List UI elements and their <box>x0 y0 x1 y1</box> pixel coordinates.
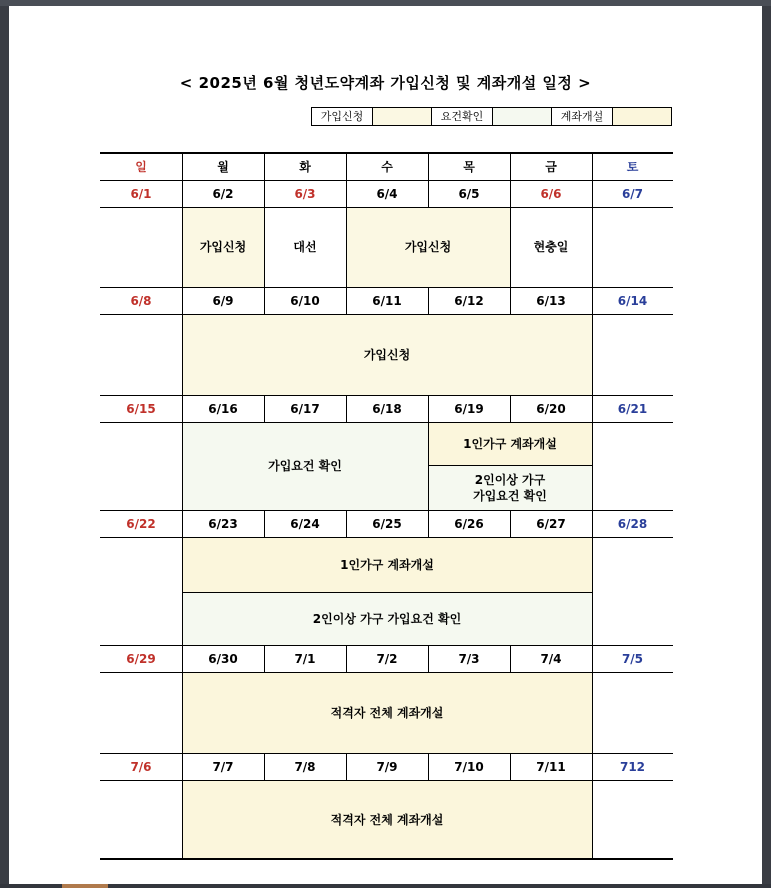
date-cell: 6/14 <box>617 293 648 308</box>
weekday-header: 일 <box>135 160 147 174</box>
grid-vline <box>346 207 347 287</box>
grid-vline <box>182 510 183 537</box>
grid-hline <box>100 395 673 396</box>
grid-vline <box>428 287 429 314</box>
grid-vline <box>264 753 265 780</box>
date-cell: 7/4 <box>540 651 562 666</box>
grid-vline <box>264 207 265 287</box>
date-cell: 6/13 <box>536 293 566 308</box>
date-cell: 7/7 <box>212 759 234 774</box>
event-multi-eligibility-check: 2인이상 가구 가입요건 확인 <box>182 592 592 645</box>
date-cell: 6/2 <box>212 186 234 201</box>
weekday-header: 수 <box>381 160 393 174</box>
grid-vline <box>592 180 593 207</box>
grid-vline <box>264 510 265 537</box>
date-cell: 7/9 <box>376 759 398 774</box>
date-cell: 6/12 <box>454 293 484 308</box>
page-title: < 2025년 6월 청년도약계좌 가입신청 및 계좌개설 일정 > <box>179 74 592 92</box>
date-cell: 6/23 <box>208 516 238 531</box>
grid-vline <box>592 645 593 672</box>
grid-hline <box>100 152 673 154</box>
grid-hline <box>182 592 592 593</box>
grid-vline <box>182 537 183 645</box>
grid-vline <box>428 153 429 180</box>
grid-vline <box>346 287 347 314</box>
grid-vline <box>592 672 593 753</box>
grid-vline <box>264 287 265 314</box>
legend-swatch-check <box>493 108 552 125</box>
grid-vline <box>182 314 183 395</box>
grid-hline <box>100 422 673 423</box>
grid-vline <box>182 153 183 180</box>
date-cell: 6/30 <box>208 651 238 666</box>
date-cell: 7/3 <box>458 651 480 666</box>
date-cell: 6/9 <box>212 293 234 308</box>
weekday-header: 목 <box>463 160 475 174</box>
weekday-header: 월 <box>217 160 229 174</box>
grid-vline <box>428 395 429 422</box>
date-cell: 6/27 <box>536 516 566 531</box>
legend-label-open: 계좌개설 <box>552 108 613 125</box>
grid-hline <box>428 465 592 466</box>
weekday-header: 금 <box>545 160 557 174</box>
weekday-header: 토 <box>626 160 639 174</box>
grid-vline <box>182 753 183 780</box>
event-line: 2인이상 가구 <box>474 472 546 487</box>
grid-vline <box>182 422 183 510</box>
date-cell: 7/6 <box>130 759 152 774</box>
date-cell: 6/5 <box>458 186 480 201</box>
event-all-account-open: 적격자 전체 계좌개설 <box>182 780 592 859</box>
date-cell: 6/8 <box>130 293 152 308</box>
grid-hline <box>100 314 673 315</box>
date-cell: 6/10 <box>290 293 320 308</box>
grid-vline <box>346 395 347 422</box>
date-cell: 6/16 <box>208 401 238 416</box>
grid-vline <box>510 207 511 287</box>
grid-vline <box>510 510 511 537</box>
date-cell: 7/5 <box>621 651 644 666</box>
grid-vline <box>592 287 593 314</box>
date-cell: 6/21 <box>617 401 648 416</box>
date-cell: 7/1 <box>294 651 316 666</box>
legend-label-check: 요건확인 <box>432 108 493 125</box>
grid-hline <box>100 537 673 538</box>
grid-hline <box>100 287 673 288</box>
grid-vline <box>592 395 593 422</box>
event-election: 대선 <box>293 240 317 254</box>
event-all-account-open: 적격자 전체 계좌개설 <box>182 672 592 753</box>
date-cell: 6/18 <box>372 401 402 416</box>
date-cell: 6/19 <box>454 401 484 416</box>
grid-vline <box>346 645 347 672</box>
grid-vline <box>592 753 593 780</box>
grid-vline <box>264 153 265 180</box>
grid-vline <box>182 207 183 287</box>
legend <box>311 107 672 126</box>
taskbar-accent <box>62 884 108 888</box>
date-cell: 6/28 <box>617 516 648 531</box>
window-bottom-bar <box>0 884 771 888</box>
grid-vline <box>264 645 265 672</box>
grid-vline <box>428 422 429 510</box>
grid-hline <box>100 672 673 673</box>
legend-swatch-open <box>613 108 671 125</box>
grid-hline <box>100 510 673 511</box>
grid-vline <box>182 395 183 422</box>
date-cell: 6/22 <box>126 516 156 531</box>
grid-vline <box>510 153 511 180</box>
grid-vline <box>592 422 593 510</box>
grid-vline <box>592 153 593 180</box>
grid-vline <box>592 207 593 287</box>
event-memorial-day: 현충일 <box>533 240 569 254</box>
grid-hline <box>100 645 673 646</box>
grid-vline <box>428 753 429 780</box>
event-single-account-open: 1인가구 계좌개설 <box>428 422 592 465</box>
grid-vline <box>346 753 347 780</box>
legend-label-apply: 가입신청 <box>312 108 373 125</box>
grid-vline <box>182 780 183 859</box>
grid-vline <box>510 180 511 207</box>
grid-vline <box>510 287 511 314</box>
grid-hline <box>100 858 673 860</box>
event-apply: 가입신청 <box>182 207 264 287</box>
date-cell: 6/1 <box>130 186 152 201</box>
grid-hline <box>100 753 673 754</box>
date-cell: 6/20 <box>536 401 566 416</box>
date-cell: 6/15 <box>126 401 156 416</box>
event-line: 가입요건 확인 <box>473 488 547 503</box>
grid-vline <box>182 672 183 753</box>
event-apply: 가입신청 <box>182 314 592 395</box>
grid-vline <box>510 395 511 422</box>
grid-hline <box>100 207 673 208</box>
grid-vline <box>182 180 183 207</box>
date-cell: 6/25 <box>372 516 402 531</box>
grid-hline <box>100 180 673 181</box>
grid-vline <box>264 180 265 207</box>
grid-vline <box>346 153 347 180</box>
date-cell: 6/26 <box>454 516 484 531</box>
grid-vline <box>182 287 183 314</box>
date-cell: 6/24 <box>290 516 320 531</box>
grid-vline <box>182 645 183 672</box>
event-single-account-open: 1인가구 계좌개설 <box>182 537 592 592</box>
event-eligibility-check: 가입요건 확인 <box>182 422 428 510</box>
grid-vline <box>428 645 429 672</box>
event-multi-eligibility-check <box>428 465 592 510</box>
date-cell: 6/4 <box>376 186 398 201</box>
date-cell: 7/11 <box>536 759 566 774</box>
date-cell: 7/10 <box>454 759 484 774</box>
legend-swatch-apply <box>373 108 432 125</box>
grid-vline <box>428 510 429 537</box>
grid-vline <box>510 645 511 672</box>
grid-hline <box>100 780 673 781</box>
grid-vline <box>592 314 593 395</box>
date-cell: 712 <box>619 759 646 774</box>
grid-vline <box>264 395 265 422</box>
grid-vline <box>346 510 347 537</box>
date-cell: 7/8 <box>294 759 316 774</box>
grid-vline <box>592 510 593 537</box>
date-cell: 6/3 <box>294 186 316 201</box>
grid-vline <box>346 180 347 207</box>
date-cell: 6/17 <box>290 401 320 416</box>
date-cell: 6/6 <box>540 186 562 201</box>
grid-vline <box>510 753 511 780</box>
date-cell: 6/11 <box>372 293 402 308</box>
event-apply: 가입신청 <box>346 207 510 287</box>
date-cell: 7/2 <box>376 651 398 666</box>
grid-vline <box>592 537 593 645</box>
weekday-header: 화 <box>299 160 311 174</box>
date-cell: 6/29 <box>126 651 156 666</box>
grid-vline <box>592 780 593 859</box>
grid-vline <box>428 180 429 207</box>
date-cell: 6/7 <box>621 186 644 201</box>
